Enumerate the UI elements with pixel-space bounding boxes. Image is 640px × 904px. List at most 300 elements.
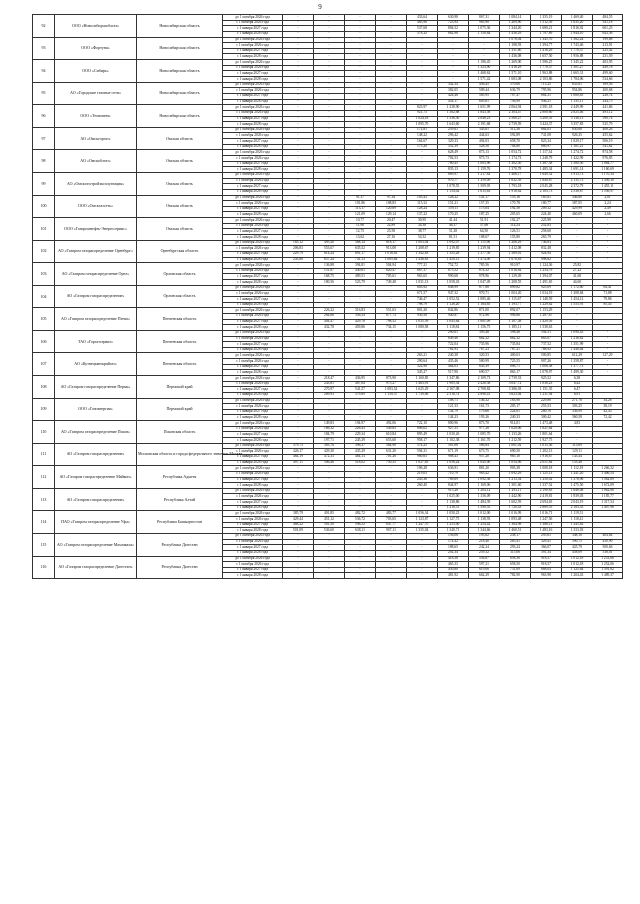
value-cell: - bbox=[283, 471, 314, 477]
period-cell: с 1 октября 2026 года bbox=[223, 246, 283, 252]
value-cell: 874,58 bbox=[593, 150, 623, 156]
value-cell: 1 025,00 bbox=[438, 494, 469, 500]
value-cell: 2 135,73 bbox=[562, 178, 593, 184]
value-cell: - bbox=[376, 156, 407, 162]
value-cell: 1 075,36 bbox=[469, 26, 500, 32]
value-cell: 869,97 bbox=[438, 172, 469, 178]
value-cell: 34,28 bbox=[593, 398, 623, 404]
value-cell: - bbox=[314, 20, 345, 26]
value-cell: 1 450,15 bbox=[438, 257, 469, 263]
value-cell: 1 793,18 bbox=[500, 184, 531, 190]
value-cell: 741,08 bbox=[531, 133, 562, 139]
organization-name: АО «Газпром газораспределение» bbox=[55, 443, 137, 466]
value-cell: - bbox=[376, 500, 407, 506]
value-cell: 185,12 bbox=[283, 240, 314, 246]
value-cell: 536,72 bbox=[345, 517, 376, 523]
period-cell: с 1 января 2028 года bbox=[223, 438, 283, 444]
value-cell: 1 202,13 bbox=[531, 449, 562, 455]
row-number: 103 bbox=[33, 263, 55, 286]
value-cell: - bbox=[376, 505, 407, 511]
value-cell: 1 118,41 bbox=[562, 517, 593, 523]
period-cell: с 1 января 2028 года bbox=[223, 460, 283, 466]
value-cell: 1 913,73 bbox=[562, 172, 593, 178]
value-cell: 795,96 bbox=[531, 88, 562, 94]
row-number: 94 bbox=[33, 60, 55, 83]
value-cell: - bbox=[376, 37, 407, 43]
value-cell: 892,07 bbox=[500, 308, 531, 314]
value-cell: - bbox=[345, 60, 376, 66]
value-cell: 601,25 bbox=[593, 26, 623, 32]
value-cell: - bbox=[283, 37, 314, 43]
value-cell: - bbox=[376, 77, 407, 83]
period-cell: с 1 января 2027 года bbox=[223, 500, 283, 506]
value-cell: 1 784,06 bbox=[562, 77, 593, 83]
value-cell: 710,79 bbox=[438, 471, 469, 477]
value-cell: 1 217,82 bbox=[469, 172, 500, 178]
value-cell: 1 219,85 bbox=[438, 246, 469, 252]
value-cell: - bbox=[283, 488, 314, 494]
value-cell: 22,89 bbox=[376, 223, 407, 229]
value-cell: - bbox=[283, 545, 314, 551]
value-cell: 862,98 bbox=[438, 31, 469, 37]
value-cell: 161,73 bbox=[469, 404, 500, 410]
period-cell: с 1 января 2028 года bbox=[223, 189, 283, 195]
value-cell: 1 216,82 bbox=[562, 336, 593, 342]
value-cell: 823,97 bbox=[407, 105, 438, 111]
period-cell: с 1 октября 2026 года bbox=[223, 517, 283, 523]
value-cell: - bbox=[314, 556, 345, 562]
value-cell: 1 466,17 bbox=[500, 172, 531, 178]
value-cell: 13,62 bbox=[345, 234, 376, 240]
value-cell: - bbox=[283, 421, 314, 427]
value-cell: 27,16 bbox=[376, 234, 407, 240]
value-cell: 1 483,16 bbox=[531, 528, 562, 534]
value-cell: - bbox=[283, 381, 314, 387]
value-cell: 1 509,95 bbox=[469, 184, 500, 190]
value-cell: - bbox=[593, 218, 623, 224]
value-cell: 102,27 bbox=[500, 218, 531, 224]
value-cell: - bbox=[314, 567, 345, 573]
value-cell: 1 172,60 bbox=[562, 285, 593, 291]
value-cell: 454,17 bbox=[438, 99, 469, 105]
value-cell: 366,07 bbox=[531, 545, 562, 551]
value-cell: 1 027,85 bbox=[407, 460, 438, 466]
value-cell: 1 160,85 bbox=[407, 376, 438, 382]
period-cell: с 1 октября 2026 года bbox=[223, 223, 283, 229]
value-cell: - bbox=[376, 533, 407, 539]
value-cell: - bbox=[376, 342, 407, 348]
value-cell: - bbox=[407, 60, 438, 66]
period-cell: с 1 января 2027 года bbox=[223, 274, 283, 280]
value-cell: - bbox=[314, 60, 345, 66]
value-cell: 2 109,73 bbox=[469, 376, 500, 382]
value-cell: 597,21 bbox=[469, 562, 500, 568]
value-cell: 433,64 bbox=[407, 15, 438, 21]
value-cell: 1 193,77 bbox=[500, 302, 531, 308]
value-cell: 168,75 bbox=[314, 274, 345, 280]
period-cell: с 1 января 2028 года bbox=[223, 325, 283, 331]
value-cell: - bbox=[314, 184, 345, 190]
value-cell: - bbox=[314, 31, 345, 37]
value-cell: 1 112,19 bbox=[562, 466, 593, 472]
value-cell: 1 012,00 bbox=[469, 511, 500, 517]
value-cell: 465,33 bbox=[438, 562, 469, 568]
value-cell: - bbox=[314, 71, 345, 77]
value-cell: 638,11 bbox=[345, 528, 376, 534]
value-cell: - bbox=[283, 223, 314, 229]
value-cell: 1 301,60 bbox=[500, 483, 531, 489]
value-cell: 226,22 bbox=[314, 308, 345, 314]
value-cell: 722,04 bbox=[438, 342, 469, 348]
value-cell: - bbox=[314, 178, 345, 184]
value-cell: 565,95 bbox=[469, 93, 500, 99]
value-cell: 1 406,54 bbox=[593, 471, 623, 477]
value-cell: 444,63 bbox=[469, 133, 500, 139]
value-cell: 741,13 bbox=[345, 257, 376, 263]
value-cell: - bbox=[345, 93, 376, 99]
value-cell: - bbox=[376, 99, 407, 105]
value-cell: 574,25 bbox=[407, 443, 438, 449]
period-cell: до 1 октября 2026 года bbox=[223, 263, 283, 269]
value-cell: 2,24 bbox=[593, 201, 623, 207]
value-cell: 978,96 bbox=[469, 274, 500, 280]
value-cell: 1 061,02 bbox=[500, 443, 531, 449]
value-cell: - bbox=[314, 483, 345, 489]
value-cell: 6,42 bbox=[562, 381, 593, 387]
value-cell: 425,79 bbox=[562, 545, 593, 551]
value-cell: - bbox=[593, 347, 623, 353]
value-cell: 127,29 bbox=[593, 353, 623, 359]
organization-name: АО «Газпром газораспределение Пермь» bbox=[55, 376, 137, 399]
value-cell: 497,11 bbox=[283, 460, 314, 466]
value-cell: 151,21 bbox=[438, 201, 469, 207]
value-cell: 108,83 bbox=[376, 201, 407, 207]
value-cell: 114,24 bbox=[500, 223, 531, 229]
value-cell: 880,97 bbox=[531, 144, 562, 150]
value-cell: 649,46 bbox=[438, 336, 469, 342]
value-cell: 1 489,37 bbox=[593, 573, 623, 579]
value-cell: 396,37 bbox=[345, 443, 376, 449]
value-cell: - bbox=[407, 409, 438, 415]
value-cell: 570,60 bbox=[500, 82, 531, 88]
value-cell: 1 499,30 bbox=[562, 370, 593, 376]
period-cell: с 1 января 2028 года bbox=[223, 505, 283, 511]
row-number: 108 bbox=[33, 376, 55, 399]
value-cell: 424,46 bbox=[438, 93, 469, 99]
organization-name: АО «Газпром газораспределение» bbox=[55, 285, 137, 308]
value-cell: 1 248,79 bbox=[531, 156, 562, 162]
value-cell: - bbox=[376, 60, 407, 66]
period-cell: до 1 октября 2026 года bbox=[223, 330, 283, 336]
value-cell: 1 252,06 bbox=[593, 562, 623, 568]
value-cell: - bbox=[407, 184, 438, 190]
value-cell: - bbox=[345, 71, 376, 77]
value-cell: - bbox=[593, 251, 623, 257]
value-cell: 6,47 bbox=[562, 387, 593, 393]
value-cell: - bbox=[376, 26, 407, 32]
value-cell: 196,28 bbox=[407, 466, 438, 472]
value-cell: - bbox=[345, 404, 376, 410]
value-cell: 484,55 bbox=[593, 15, 623, 21]
value-cell: 1 208,67 bbox=[407, 246, 438, 252]
value-cell: - bbox=[314, 336, 345, 342]
value-cell: - bbox=[283, 533, 314, 539]
value-cell: 1 648,08 bbox=[562, 488, 593, 494]
period-cell: с 1 января 2027 года bbox=[223, 116, 283, 122]
value-cell: 320,53 bbox=[469, 353, 500, 359]
value-cell: 206,83 bbox=[283, 246, 314, 252]
region-name: Республика Адыгея bbox=[137, 466, 223, 489]
value-cell: 867,31 bbox=[469, 15, 500, 21]
value-cell: 789,69 bbox=[438, 477, 469, 483]
period-cell: с 1 января 2027 года bbox=[223, 522, 283, 528]
value-cell: 20,47 bbox=[376, 218, 407, 224]
period-cell: до 1 октября 2026 года bbox=[223, 172, 283, 178]
value-cell: - bbox=[283, 268, 314, 274]
value-cell: - bbox=[283, 556, 314, 562]
value-cell: - bbox=[283, 127, 314, 133]
value-cell: - bbox=[345, 545, 376, 551]
value-cell: - bbox=[376, 65, 407, 71]
organization-name: ООО «Омскгазсеть» bbox=[55, 195, 137, 218]
value-cell: 1 170,34 bbox=[593, 172, 623, 178]
value-cell: 146,32 bbox=[469, 398, 500, 404]
page-number: 9 bbox=[318, 3, 322, 11]
value-cell: 1 118,84 bbox=[438, 325, 469, 331]
value-cell: - bbox=[376, 545, 407, 551]
value-cell: 594,51 bbox=[531, 330, 562, 336]
period-cell: до 1 октября 2026 года bbox=[223, 82, 283, 88]
value-cell: - bbox=[407, 342, 438, 348]
value-cell: - bbox=[407, 156, 438, 162]
value-cell: - bbox=[345, 471, 376, 477]
value-cell: 143,44 bbox=[562, 454, 593, 460]
value-cell: 1 247,56 bbox=[531, 517, 562, 523]
value-cell: 260,40 bbox=[407, 483, 438, 489]
value-cell: - bbox=[407, 161, 438, 167]
value-cell: - bbox=[283, 353, 314, 359]
value-cell: 884,31 bbox=[531, 93, 562, 99]
value-cell: 925,09 bbox=[531, 285, 562, 291]
value-cell: 2 694,65 bbox=[531, 500, 562, 506]
value-cell: 157,35 bbox=[469, 201, 500, 207]
row-number: 98 bbox=[33, 150, 55, 173]
value-cell: 1 359,09 bbox=[469, 178, 500, 184]
value-cell: 1 347,86 bbox=[438, 376, 469, 382]
row-number: 107 bbox=[33, 353, 55, 376]
region-name: Пермский край bbox=[137, 376, 223, 399]
value-cell: - bbox=[283, 364, 314, 370]
value-cell: 303,25 bbox=[562, 404, 593, 410]
value-cell: 34,38 bbox=[407, 223, 438, 229]
value-cell: 213,91 bbox=[593, 43, 623, 49]
value-cell: 662,29 bbox=[469, 573, 500, 579]
value-cell: 2 898,41 bbox=[469, 392, 500, 398]
value-cell: 199,88 bbox=[593, 37, 623, 43]
value-cell: - bbox=[376, 139, 407, 145]
value-cell: 2 048,23 bbox=[469, 116, 500, 122]
value-cell: 455,62 bbox=[593, 133, 623, 139]
value-cell: - bbox=[314, 409, 345, 415]
value-cell: 614,24 bbox=[314, 251, 345, 257]
value-cell: 977,28 bbox=[469, 426, 500, 432]
value-cell: - bbox=[376, 359, 407, 365]
value-cell: 1 382,68 bbox=[438, 110, 469, 116]
value-cell: 97,34 bbox=[376, 195, 407, 201]
value-cell: - bbox=[345, 161, 376, 167]
value-cell: - bbox=[283, 212, 314, 218]
value-cell: 723,94 bbox=[438, 20, 469, 26]
value-cell: 1 691,14 bbox=[562, 167, 593, 173]
value-cell: 731,69 bbox=[500, 567, 531, 573]
value-cell: 128,24 bbox=[407, 206, 438, 212]
value-cell: 245,39 bbox=[345, 438, 376, 444]
value-cell: - bbox=[407, 178, 438, 184]
value-cell: - bbox=[283, 573, 314, 579]
value-cell: - bbox=[376, 172, 407, 178]
value-cell: 1 683,08 bbox=[500, 77, 531, 83]
value-cell: - bbox=[283, 201, 314, 207]
value-cell: 750,35 bbox=[376, 460, 407, 466]
value-cell: 175,04 bbox=[469, 206, 500, 212]
value-cell: - bbox=[314, 415, 345, 421]
value-cell: 1 770,37 bbox=[562, 48, 593, 54]
value-cell: - bbox=[283, 48, 314, 54]
value-cell: 144,23 bbox=[438, 415, 469, 421]
row-number: 99 bbox=[33, 172, 55, 195]
value-cell: 25,82 bbox=[562, 263, 593, 269]
value-cell: - bbox=[407, 172, 438, 178]
value-cell: - bbox=[407, 562, 438, 568]
value-cell: - bbox=[314, 533, 345, 539]
value-cell: 787,23 bbox=[469, 347, 500, 353]
value-cell: - bbox=[314, 550, 345, 556]
value-cell: 1 468,62 bbox=[469, 71, 500, 77]
value-cell: - bbox=[283, 15, 314, 21]
value-cell: - bbox=[314, 133, 345, 139]
period-cell: с 1 января 2028 года bbox=[223, 122, 283, 128]
value-cell: 342,34 bbox=[438, 82, 469, 88]
value-cell: 1 174,73 bbox=[500, 156, 531, 162]
value-cell: - bbox=[283, 178, 314, 184]
value-cell: 459,86 bbox=[345, 325, 376, 331]
value-cell: 511,26 bbox=[500, 127, 531, 133]
value-cell: 2 372,79 bbox=[562, 184, 593, 190]
period-cell: до 1 октября 2026 года bbox=[223, 353, 283, 359]
value-cell: 581,68 bbox=[438, 443, 469, 449]
value-cell: 1 138,86 bbox=[438, 500, 469, 506]
value-cell: 975,73 bbox=[469, 156, 500, 162]
value-cell: 1 093,48 bbox=[500, 517, 531, 523]
value-cell: - bbox=[376, 31, 407, 37]
value-cell: - bbox=[283, 71, 314, 77]
value-cell: - bbox=[376, 556, 407, 562]
period-cell: с 1 января 2028 года bbox=[223, 415, 283, 421]
value-cell: 205,65 bbox=[500, 212, 531, 218]
value-cell: 356,54 bbox=[345, 313, 376, 319]
value-cell: - bbox=[314, 370, 345, 376]
value-cell: 551,63 bbox=[376, 308, 407, 314]
value-cell: 804,52 bbox=[438, 26, 469, 32]
organization-name: АО «Газпром газораспределение» bbox=[55, 488, 137, 511]
row-number: 95 bbox=[33, 82, 55, 105]
value-cell: 1 231,94 bbox=[531, 392, 562, 398]
value-cell: - bbox=[283, 122, 314, 128]
value-cell: 224,61 bbox=[500, 409, 531, 415]
value-cell: 1 016,64 bbox=[500, 268, 531, 274]
period-cell: до 1 октября 2026 года bbox=[223, 511, 283, 517]
value-cell: - bbox=[593, 342, 623, 348]
value-cell: 1 138,93 bbox=[469, 517, 500, 523]
value-cell: - bbox=[283, 26, 314, 32]
value-cell: 537,68 bbox=[407, 26, 438, 32]
value-cell: - bbox=[345, 533, 376, 539]
value-cell: - bbox=[345, 116, 376, 122]
row-number: 96 bbox=[33, 105, 55, 128]
value-cell: - bbox=[314, 212, 345, 218]
value-cell: 1 657,50 bbox=[531, 54, 562, 60]
value-cell: 2 880,60 bbox=[531, 110, 562, 116]
value-cell: - bbox=[376, 297, 407, 303]
value-cell: - bbox=[562, 308, 593, 314]
value-cell: 153,48 bbox=[562, 460, 593, 466]
value-cell: 1 135,11 bbox=[562, 99, 593, 105]
value-cell: 38,77 bbox=[407, 229, 438, 235]
period-cell: с 1 января 2027 года bbox=[223, 161, 283, 167]
value-cell: 1 245,82 bbox=[562, 522, 593, 528]
period-cell: с 1 октября 2026 года bbox=[223, 336, 283, 342]
value-cell: - bbox=[562, 218, 593, 224]
period-cell: с 1 января 2027 года bbox=[223, 432, 283, 438]
value-cell: - bbox=[345, 122, 376, 128]
value-cell: - bbox=[283, 110, 314, 116]
value-cell: 998,82 bbox=[531, 257, 562, 263]
value-cell: 25,58 bbox=[376, 229, 407, 235]
value-cell: - bbox=[283, 438, 314, 444]
value-cell: - bbox=[283, 234, 314, 240]
value-cell: 6,38 bbox=[562, 376, 593, 382]
value-cell: 129,14 bbox=[376, 212, 407, 218]
value-cell: 1 454,12 bbox=[562, 297, 593, 303]
value-cell: 1 491,65 bbox=[531, 280, 562, 286]
value-cell: 155,80 bbox=[500, 234, 531, 240]
value-cell: 391,34 bbox=[531, 550, 562, 556]
value-cell: 1 102,38 bbox=[438, 438, 469, 444]
value-cell: - bbox=[593, 223, 623, 229]
value-cell: 1 035,59 bbox=[407, 319, 438, 325]
period-cell: с 1 января 2028 года bbox=[223, 257, 283, 263]
organization-name: АО «Газпром газораспределение Махачкала» bbox=[55, 533, 137, 556]
value-cell: 1 254,42 bbox=[469, 522, 500, 528]
value-cell: 1 119,51 bbox=[562, 511, 593, 517]
value-cell: 403,95 bbox=[593, 60, 623, 66]
period-cell: с 1 октября 2026 года bbox=[223, 426, 283, 432]
value-cell: - bbox=[283, 483, 314, 489]
region-name: Пензенская область bbox=[137, 353, 223, 376]
value-cell: 1 253,06 bbox=[593, 556, 623, 562]
period-cell: с 1 января 2027 года bbox=[223, 26, 283, 32]
value-cell: 2,49 bbox=[593, 206, 623, 212]
value-cell: 225,42 bbox=[593, 48, 623, 54]
value-cell: 1 473,48 bbox=[531, 421, 562, 427]
value-cell: 1 186,45 bbox=[469, 60, 500, 66]
value-cell: - bbox=[407, 567, 438, 573]
value-cell: 1 665,31 bbox=[562, 71, 593, 77]
value-cell: 429,78 bbox=[345, 319, 376, 325]
value-cell: 166,32 bbox=[314, 426, 345, 432]
value-cell: - bbox=[283, 376, 314, 382]
value-cell: - bbox=[345, 500, 376, 506]
